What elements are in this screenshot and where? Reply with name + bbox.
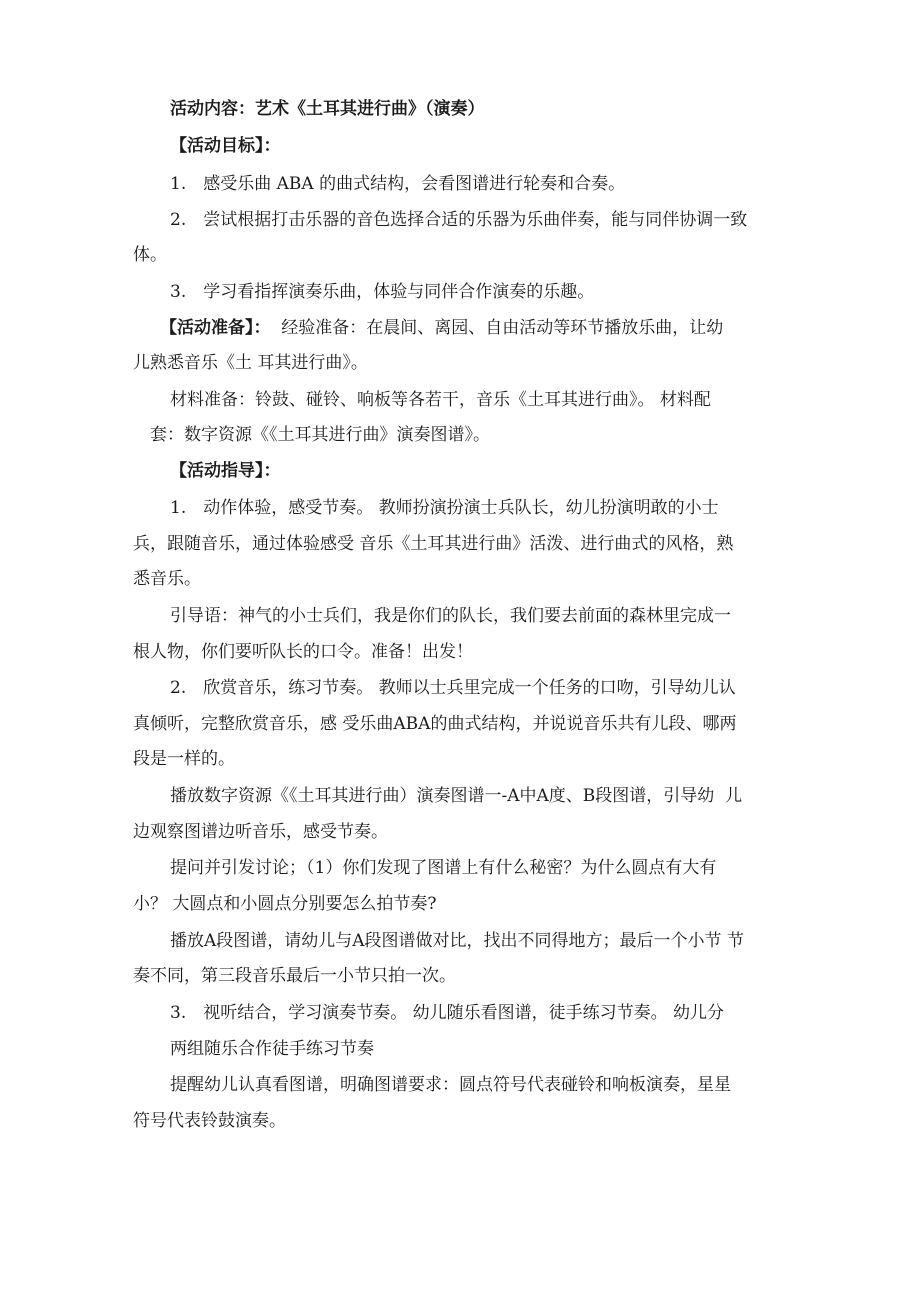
prep-line-2: 儿熟悉音乐《土 耳其进行曲》。 bbox=[133, 353, 368, 373]
guide-step-1-cont-b: 悉音乐。 bbox=[133, 569, 201, 589]
prep-line-1 bbox=[160, 316, 723, 340]
prep-line-3: 材料准备：铃鼓、碰铃、响板等各若干，音乐《土耳其进行曲》。 材料配 bbox=[170, 390, 711, 410]
guide-para-2: 播放数字资源《《土耳其进行曲）演奏图谱一-A中A度、B段图谱，引导幼 儿 bbox=[170, 786, 743, 806]
guide-step-1: 1. 动作体验，感受节奏。 教师扮演扮演士兵队长，幼儿扮演明敢的小士 bbox=[170, 498, 719, 518]
guide-step-1-cont-a: 兵，跟随音乐，通过体验感受 音乐《土耳其进行曲》活泼、进行曲式的风格，熟 bbox=[133, 534, 734, 554]
guide-para-3-cont: 小？ 大圆点和小圆点分别要怎么拍节奏? bbox=[133, 894, 437, 914]
goal-item-2: 2. 尝试根据打击乐器的音色选择合适的乐器为乐曲伴奏，能与同伴协调一致 bbox=[170, 210, 748, 230]
guide-para-5: 提醒幼儿认真看图谱，明确图谱要求：圆点符号代表碰铃和响板演奏，星星 bbox=[170, 1075, 731, 1095]
guide-step-3: 3. 视听结合，学习演奏节奏。 幼儿随乐看图谱，徒手练习节奏。 幼儿分 bbox=[170, 1003, 725, 1023]
guide-step-2-cont-b: 段是一样的。 bbox=[133, 749, 235, 769]
prep-text-1: 经验准备：在晨间、离园、自由活动等环节播放乐曲，让幼 bbox=[270, 318, 724, 338]
goal-item-2-cont: 体。 bbox=[133, 245, 167, 265]
guide-para-2-cont: 边观察图谱边听音乐，感受节奏。 bbox=[133, 822, 388, 842]
guide-heading: 【活动指导】： bbox=[170, 461, 281, 481]
guide-para-3: 提问并引发讨论；（1）你们发现了图谱上有什么秘密？为什么圆点有大有 bbox=[170, 858, 717, 878]
prep-heading: 【活动准备】： bbox=[160, 318, 271, 338]
prep-line-4: 套：数字资源《《土耳其进行曲》演奏图谱》。 bbox=[150, 425, 490, 445]
guide-para-1-cont: 根人物，你们要听队长的口令。准备！出发！ bbox=[133, 642, 473, 662]
guide-step-2-cont-a: 真倾听，完整欣赏音乐，感 受乐曲ABA的曲式结构，并说说音乐共有儿段、哪两 bbox=[133, 714, 737, 734]
guide-step-3-cont: 两组随乐合作徒手练习节奏 bbox=[170, 1039, 374, 1059]
guide-step-2: 2. 欣赏音乐，练习节奏。 教师以士兵里完成一个任务的口吻，引导幼儿认 bbox=[170, 678, 736, 698]
goal-item-1: 1. 感受乐曲 ABA 的曲式结构，会看图谱进行轮奏和合奏。 bbox=[170, 174, 626, 194]
goal-item-3: 3. 学习看指挥演奏乐曲，体验与同伴合作演奏的乐趣。 bbox=[170, 282, 595, 302]
guide-para-1: 引导语：神气的小士兵们，我是你们的队长，我们要去前面的森林里完成一 bbox=[170, 606, 731, 626]
guide-para-5-cont: 符号代表铃鼓演奏。 bbox=[133, 1111, 286, 1131]
guide-para-4-cont: 奏不同，第三段音乐最后一小节只拍一次。 bbox=[133, 966, 456, 986]
activity-title: 活动内容：艺术《土耳其进行曲》（演奏） bbox=[170, 99, 485, 119]
goals-heading: 【活动目标】： bbox=[170, 136, 281, 156]
guide-para-4: 播放A段图谱，请幼儿与A段图谱做对比，找出不同得地方；最后一个小节 节 bbox=[170, 931, 744, 951]
